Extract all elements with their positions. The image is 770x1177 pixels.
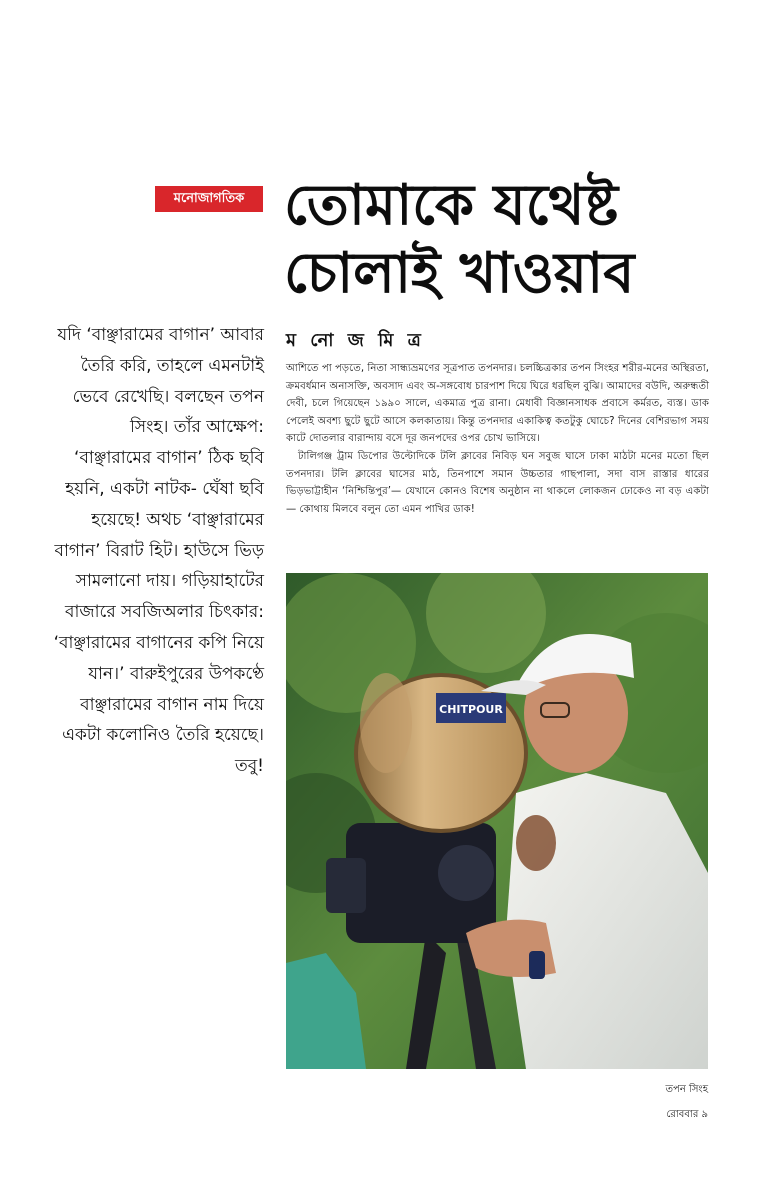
camera-lens <box>326 858 366 913</box>
wristwatch <box>529 951 545 979</box>
section-label: মনোজাগতিক <box>155 186 263 212</box>
photo-caption: তপন সিংহ <box>665 1084 708 1095</box>
article-photo <box>286 573 708 1069</box>
body-paragraph-2: টালিগঞ্জ ট্রাম ডিপোর উল্টোদিকে টলি ক্লাবের নিবিড় ঘন সবুজ ঘাসে ঢাকা মাঠটা মনের মতো ছিল তপনদার। টলি ক্লাবের ঘাসের মাঠ, তিনপাশে সমান উচ্চতার গাছপালা, সদা বাস রাস্তার ধারের ভিড়ভাট্টাহীন ‘নিশ্চিন্তিপুর’— যেখানে কোনও বিশেষ অনুষ্ঠান না থাকলে লোকজন ঢোকেও না বড় একটা— কোথায় মিলবে বলুন তো এমন পাখির ডাক! <box>286 450 709 515</box>
camera-label-text: CHITPOUR <box>439 703 503 716</box>
camera-knob <box>438 845 494 901</box>
author-byline: ম নো জ মি ত্র <box>286 330 425 351</box>
page-folio: রোববার ৯ <box>666 1109 708 1120</box>
background-person <box>516 815 556 871</box>
headline-line-1: তোমাকে যথেষ্ট <box>284 173 619 238</box>
body-paragraph-1: আশিতে পা পড়তে, নিতা সান্ধ্যভ্রমণের সূত্রপাত তপনদার। চলচ্চিত্রকার তপন সিংহর শরীর-মনের অস্থিরতা, ক্রমবর্ধমান অনাসক্তি, অবসাদ এবং অ-সঙ্গবোধ চারপাশ দিয়ে ঘিরে ধরছিল বুঝি। আমাদের বউদি, অরুন্ধতী দেবী, চলে গিয়েছেন ১৯৯০ সালে, একমাত্র পুত্র রানা। মেধাবী বিজ্ঞানসাধক প্রবাসে কর্মরত, ব্যস্ত। ডাক পেলেই অবশ্য ছুটে ছুটে আসে কলকাতায়। কিন্তু তপনদার একাকিত্ব কতটুকু ঘোচে? দিনের বেশিরভাগ সময় কাটে দোতলার বারান্দায় বসে দূর জনপদের ওপর চোখ ভাসিয়ে। <box>286 363 709 445</box>
headline-line-2: চোলাই খাওয়াব <box>284 241 635 306</box>
photo-illustration <box>286 573 708 1069</box>
pull-quote: যদি ‘বাঞ্ছারামের বাগান’ আবার তৈরি করি, তাহলে এমনটাই ভেবে রেখেছি। বলছেন তপন সিংহ। তাঁর আক্ষেপ: ‘বাঞ্ছারামের বাগান’ ঠিক ছবি হয়নি, একটা নাটক- ঘেঁষা ছবি হয়েছে! অথচ ‘বাঞ্ছারামের বাগান’ বিরাট হিট। হাউসে ভিড় সামলানো দায়। গড়িয়াহাটের বাজারে সবজিঅলার চিৎকার: ‘বাঞ্ছারামের বাগানের কপি নিয়ে যান।’ বারুইপুরের উপকণ্ঠে বাঞ্ছারামের বাগান নাম দিয়ে একটা কলোনিও তৈরি হয়েছে। তবু! <box>53 325 264 777</box>
headline <box>284 172 754 308</box>
film-magazine-highlight <box>360 673 412 773</box>
article-body <box>286 360 709 518</box>
